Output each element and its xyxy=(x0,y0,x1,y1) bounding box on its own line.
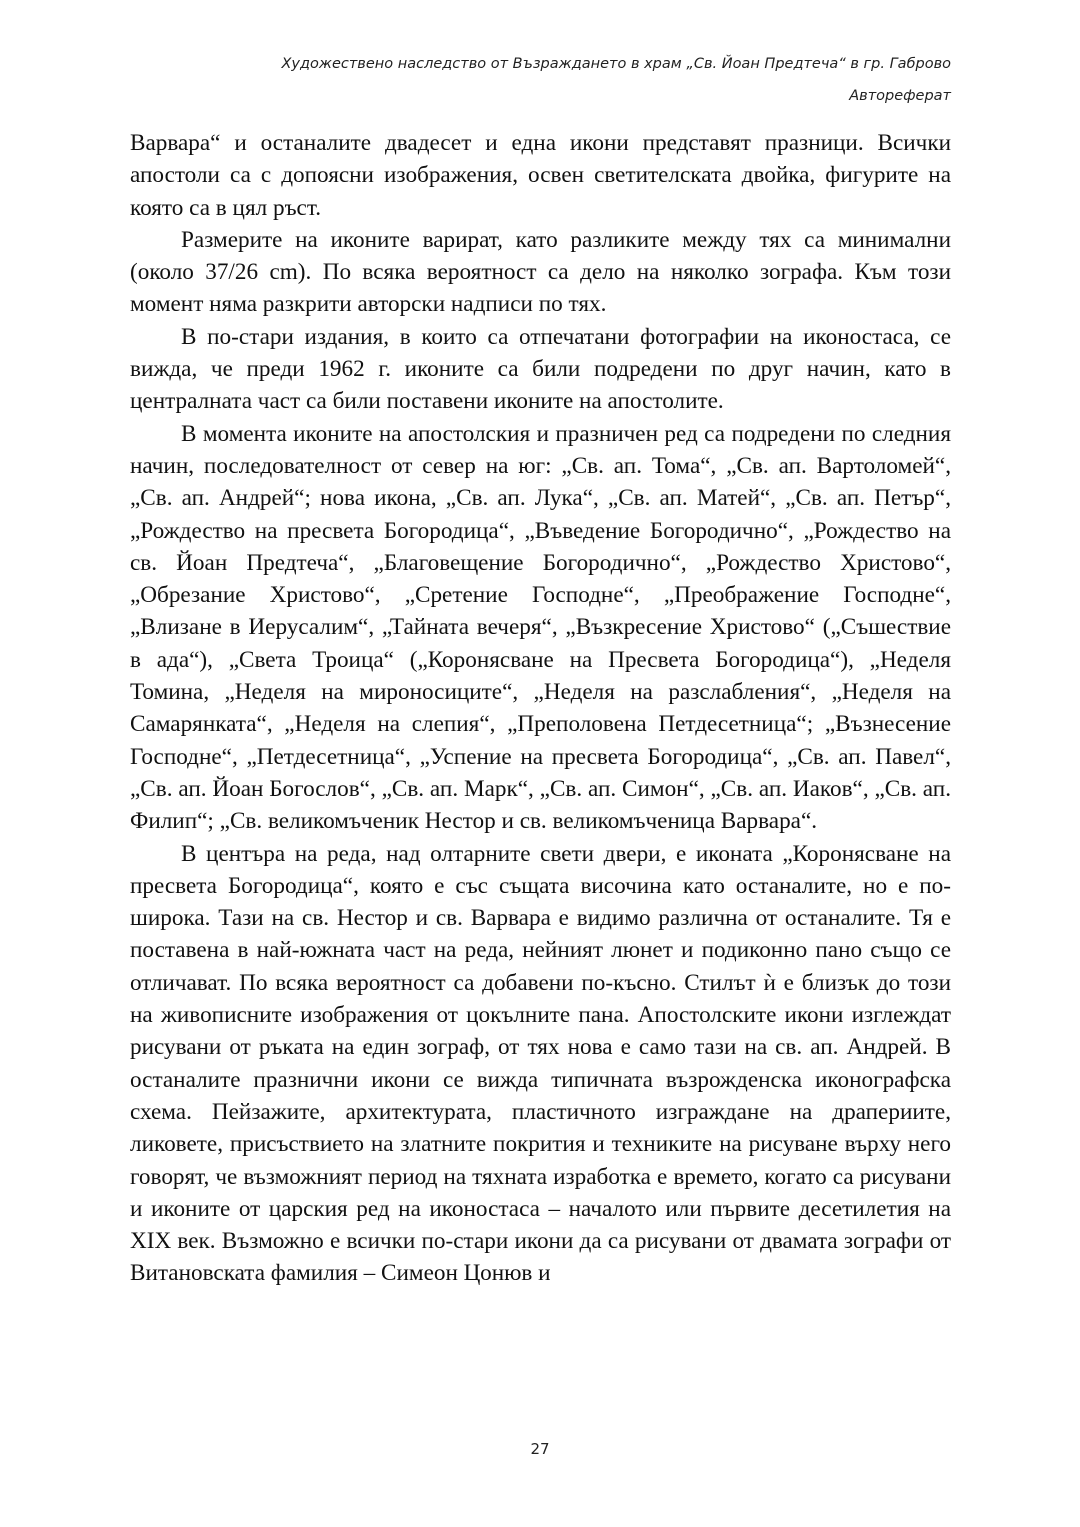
paragraph-continuation: Варвара“ и останалите двадесет и една икони представят празници. Всички апостоли са с допоясни изображения, освен светителската двойка, фигурите на която са в цял ръст. xyxy=(130,130,951,221)
header-title: Художествено наследство от Възраждането в храм „Св. Йоан Предтеча“ в гр. Габрово xyxy=(281,56,951,72)
header-subtitle: Автореферат xyxy=(849,88,951,104)
page-number: 27 xyxy=(530,1440,550,1458)
paragraph: В момента иконите на апостолския и празничен ред са подредени по следния начин, последователност от север на юг: „Св. ап. Тома“, „Св. ап. Вартоломей“, „Св. ап. Андрей“; нова икона, „Св. ап. Лука“, „Св. ап. Матей“, „Св. ап. Петър“, „Рождество на пресвета Богородица“, „Въведение Богородично“, „Рождество на св. Йоан Предтеча“, „Благовещение Богородично“, „Рождество Христово“, „Обрезание Христово“, „Сретение Господне“, „Преображение Господне“, „Влизане в Иерусалим“, „Тайната вечеря“, „Възкресение Христово“ („Съшествие в ада“), „Света Троица“ („Коронясване на Пресвета Богородица“), „Неделя Томина, „Неделя на мироносиците“, „Неделя на разслабления“, „Неделя на Самарянката“, „Неделя на слепия“, „Преполовена Петдесетница“; „Възнесение Господне“, „Петдесетница“, „Успение на пресвета Богородица“, „Св. ап. Павел“, „Св. ап. Йоан Богослов“, „Св. ап. Марк“, „Св. ап. Симон“, „Св. ап. Иаков“, „Св. ап. Филип“; „Св. великомъченик Нестор и св. великомъченица Варвара“. xyxy=(130,420,951,835)
paragraph: В центъра на реда, над олтарните свети двери, е иконата „Коронясване на пресвета Богородица“, която е със същата височина като останалите, но е по-широка. Тази на св. Нестор и св. Варвара е видимо различна от останалите. Тя е поставена в най-южната част на реда, нейният люнет и подиконно пано също се отличават. По всяка вероятност са добавени по-късно. Стилът ѝ е близък до този на живописните изображения от цокълните пана. Апостолските икони изглеждат рисувани от ръката на един зограф, от тях нова е само тази на св. ап. Андрей. В останалите празнични икони се вижда типичната възрожденска иконографска схема. Пейзажите, архитектурата, пластичното изграждане на драпериите, ликовете, присъствието на златните покрития и техниките на рисуване върху него говорят, че възможният период на тяхната изработка е времето, когато са рисувани и иконите от царския ред на иконостаса – началото или първите десетилетия на XIX век. Възможно е всички по-стари икони да са рисувани от двамата зографи от Витановската фамилия – Симеон Цонюв и xyxy=(130,840,951,1287)
running-header xyxy=(130,48,951,112)
paragraph: Размерите на иконите варират, като разликите между тях са минимални (около 37/26 cm). По всяка вероятност са дело на няколко зографа. Към този момент няма разкрити авторски надписи по тях. xyxy=(130,226,951,318)
body-text xyxy=(130,127,951,1290)
paragraph: В по-стари издания, в които са отпечатани фотографии на иконостаса, се вижда, че преди 1962 г. иконите са били подредени по друг начин, като в централната част са били поставени иконите на апостолите. xyxy=(130,323,951,415)
